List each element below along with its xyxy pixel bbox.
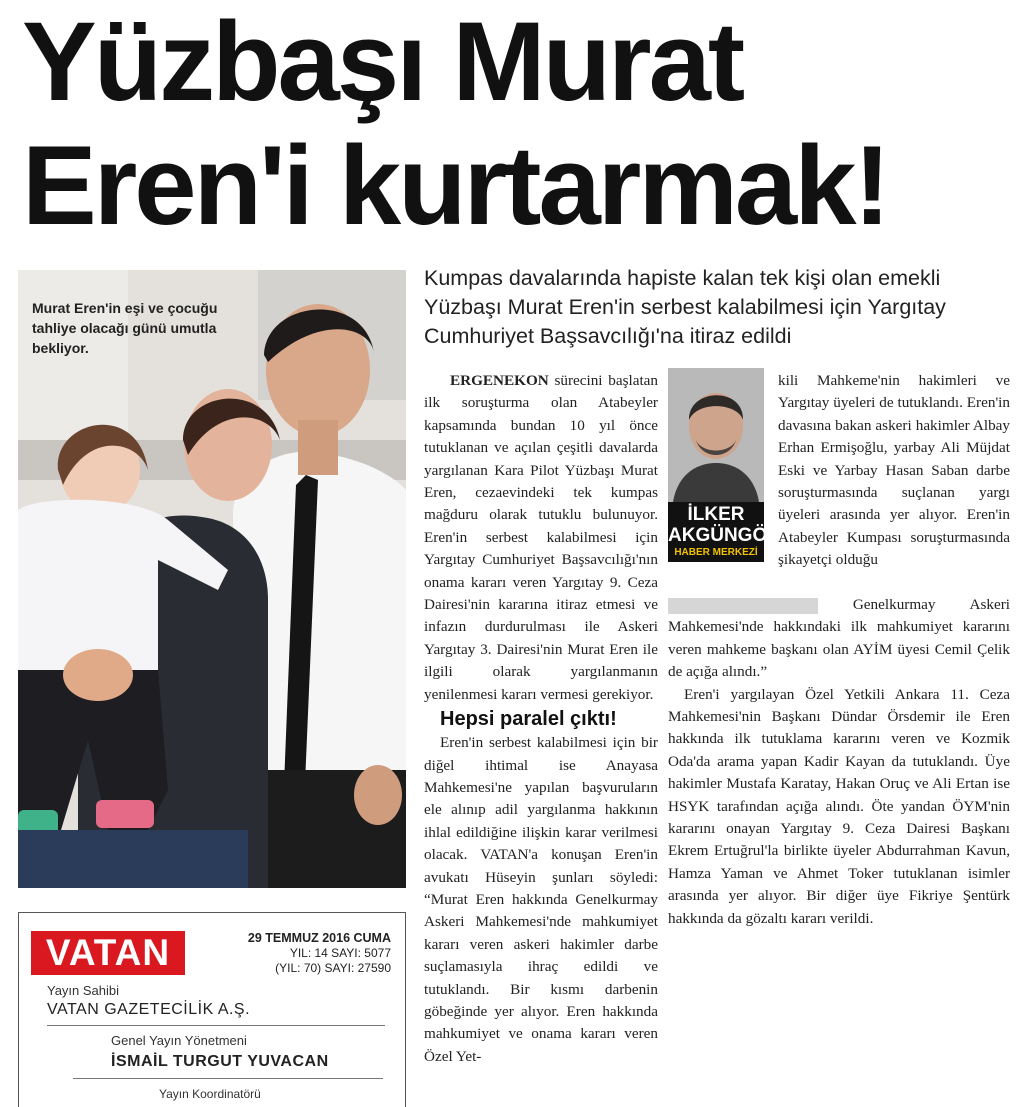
headline-line-2: Eren'i kurtarmak! (22, 123, 888, 248)
subheading: Hepsi paralel çıktı! (440, 708, 617, 731)
masthead-divider-1 (47, 1025, 385, 1026)
column-2-paragraph-2: Eren'i yargılayan Özel Yetkili Ankara 11. Ceza Mahkemesi'nin Başkanı Dündar Örsdemir ile Eren hakkında ilk tutuklama kararını veren ve Kozmik Oda'da arama yapan Kadir Kayan da tutuklandı. Üye hakimler Mustafa Karatay, Hakan Oruç ve Ali Ertan ise HSYK tarafından açığa alındı. Öte yandan ÖYM'nin kararını onayan Yargıtay 9. Ceza Dairesi Başkanı Ekrem Ertuğrul'la birlikte üyeler Abdurrahman Kavun, Hamza Yaman ve Ahmet Toker tutuklanan isimler arasında yer alıyor. Bir diğer üye Fikriye Şentürk hakkında da gözaltı kararı verildi. (668, 685, 1010, 927)
family-photo (18, 270, 406, 888)
author-photo (668, 368, 764, 502)
director-label: Genel Yayın Yönetmeni (111, 1033, 247, 1048)
owner-name: VATAN GAZETECİLİK A.Ş. (47, 1001, 251, 1018)
headline (22, 0, 1012, 248)
article-deck: Kumpas davalarında hapiste kalan tek kişi olan emekli Yüzbaşı Murat Eren'in serbest kalabilmesi için Yargıtay Cumhuriyet Başsavcılığı'na itiraz edildi (424, 266, 946, 348)
issue-info (248, 931, 391, 976)
author-name-last: AKGÜNGÖR (668, 525, 781, 546)
redacted-name (668, 598, 818, 614)
article-column-1 (424, 370, 658, 1068)
issue-number-overall: (YIL: 70) SAYI: 27590 (275, 961, 391, 975)
author-portrait-illustration (668, 368, 764, 502)
masthead-divider-2 (73, 1078, 383, 1079)
headline-line-1: Yüzbaşı Murat (22, 0, 743, 124)
author-department: HABER MERKEZİ (668, 546, 764, 562)
column-2-paragraph-1: kili Mahkeme'nin hakimleri ve Yargıtay üyeleri de tutuklandı. Eren'in davasına bakan askeri hakimler Albay Erhan Ermişoğlu, yarbay Ali Müjdat Eski ve Yarbay Hasan Saban darbe soruşturmasında suçlanan yargı üyeleri arasında yer alıyor. Eren'in Atabeyler Kumpası soruşturmasında şikayetçi olduğu (778, 372, 1010, 569)
photo-caption: Murat Eren'in eşi ve çocuğu tahliye olacağı günü umutla bekliyor. (32, 300, 218, 356)
family-photo-illustration (18, 270, 406, 888)
coordinator-label: Yayın Koordinatörü (159, 1087, 261, 1101)
author-box (668, 368, 781, 580)
column-1-paragraph-1-text: sürecini başlatan ilk soruşturma olan Atabeyler kapsamında bundan 10 yıl önce tutuklanan ve açılan çeşitli davalarda yargılanan Kara Pilot Yüzbaşı Murat Eren, cezaevindeki tek kumpas mağduru olarak tutuklu bulunuyor. Eren'in serbest kalabilmesi için Yargıtay Cumhuriyet Başsavcılığı'nın onama kararı veren Yargıtay 9. Ceza Dairesi'nin kararına itiraz etmesi ve infazın durdurulması ile Askeri Yargıtay 3. Dairesi'nin Murat Eren ile ilgili olarak yargılanmanın yenilenmesi kararı vermesi gerekiyor. (424, 372, 659, 703)
owner-label: Yayın Sahibi (47, 983, 120, 998)
issue-date: 29 TEMMUZ 2016 CUMA (247, 931, 391, 945)
article-column-2-top (778, 370, 1010, 572)
author-name-first: İLKER (668, 502, 764, 525)
article-column-2-bottom (668, 594, 1010, 930)
column-2-paragraph-1-end: Genelkurmay Askeri Mahkemesi'nde hakkındaki ilk mahkumiyet kararını veren mahkeme başkanı olan AYİM üyesi Cemil Çelik de açığa alındı.” (668, 596, 1010, 681)
column-1-paragraph-2: Eren'in serbest kalabilmesi için bir diğel ihtimal ise Anayasa Mahkemesi'ne yapılan başvuruların ele alınıp adil yargılanma hakkının ihlal edildiğine ilişkin karar verilmesi olacak. VATAN'a konuşan Eren'in avukatı Hüseyin şunları söyledi: “Murat Eren hakkında Genelkurmay Askeri Mahkemesi'nde mahkumiyet kararı veren askeri hakimler darbe suçlamasıyla ihraç edildi ve tutuklandı. Bir kısmı darbenin göbeğinde yer alıyor. Eren hakkında mahkumiyet ve onama kararı veren Özel Yet- (424, 734, 658, 1065)
director-name: İSMAİL TURGUT YUVACAN (111, 1053, 329, 1070)
masthead-box (18, 912, 406, 1107)
column-1-paragraph-1 (424, 370, 658, 706)
vatan-logo: VATAN (31, 931, 185, 975)
lead-word: ERGENEKON (450, 372, 549, 389)
issue-number: YIL: 14 SAYI: 5077 (289, 946, 391, 960)
